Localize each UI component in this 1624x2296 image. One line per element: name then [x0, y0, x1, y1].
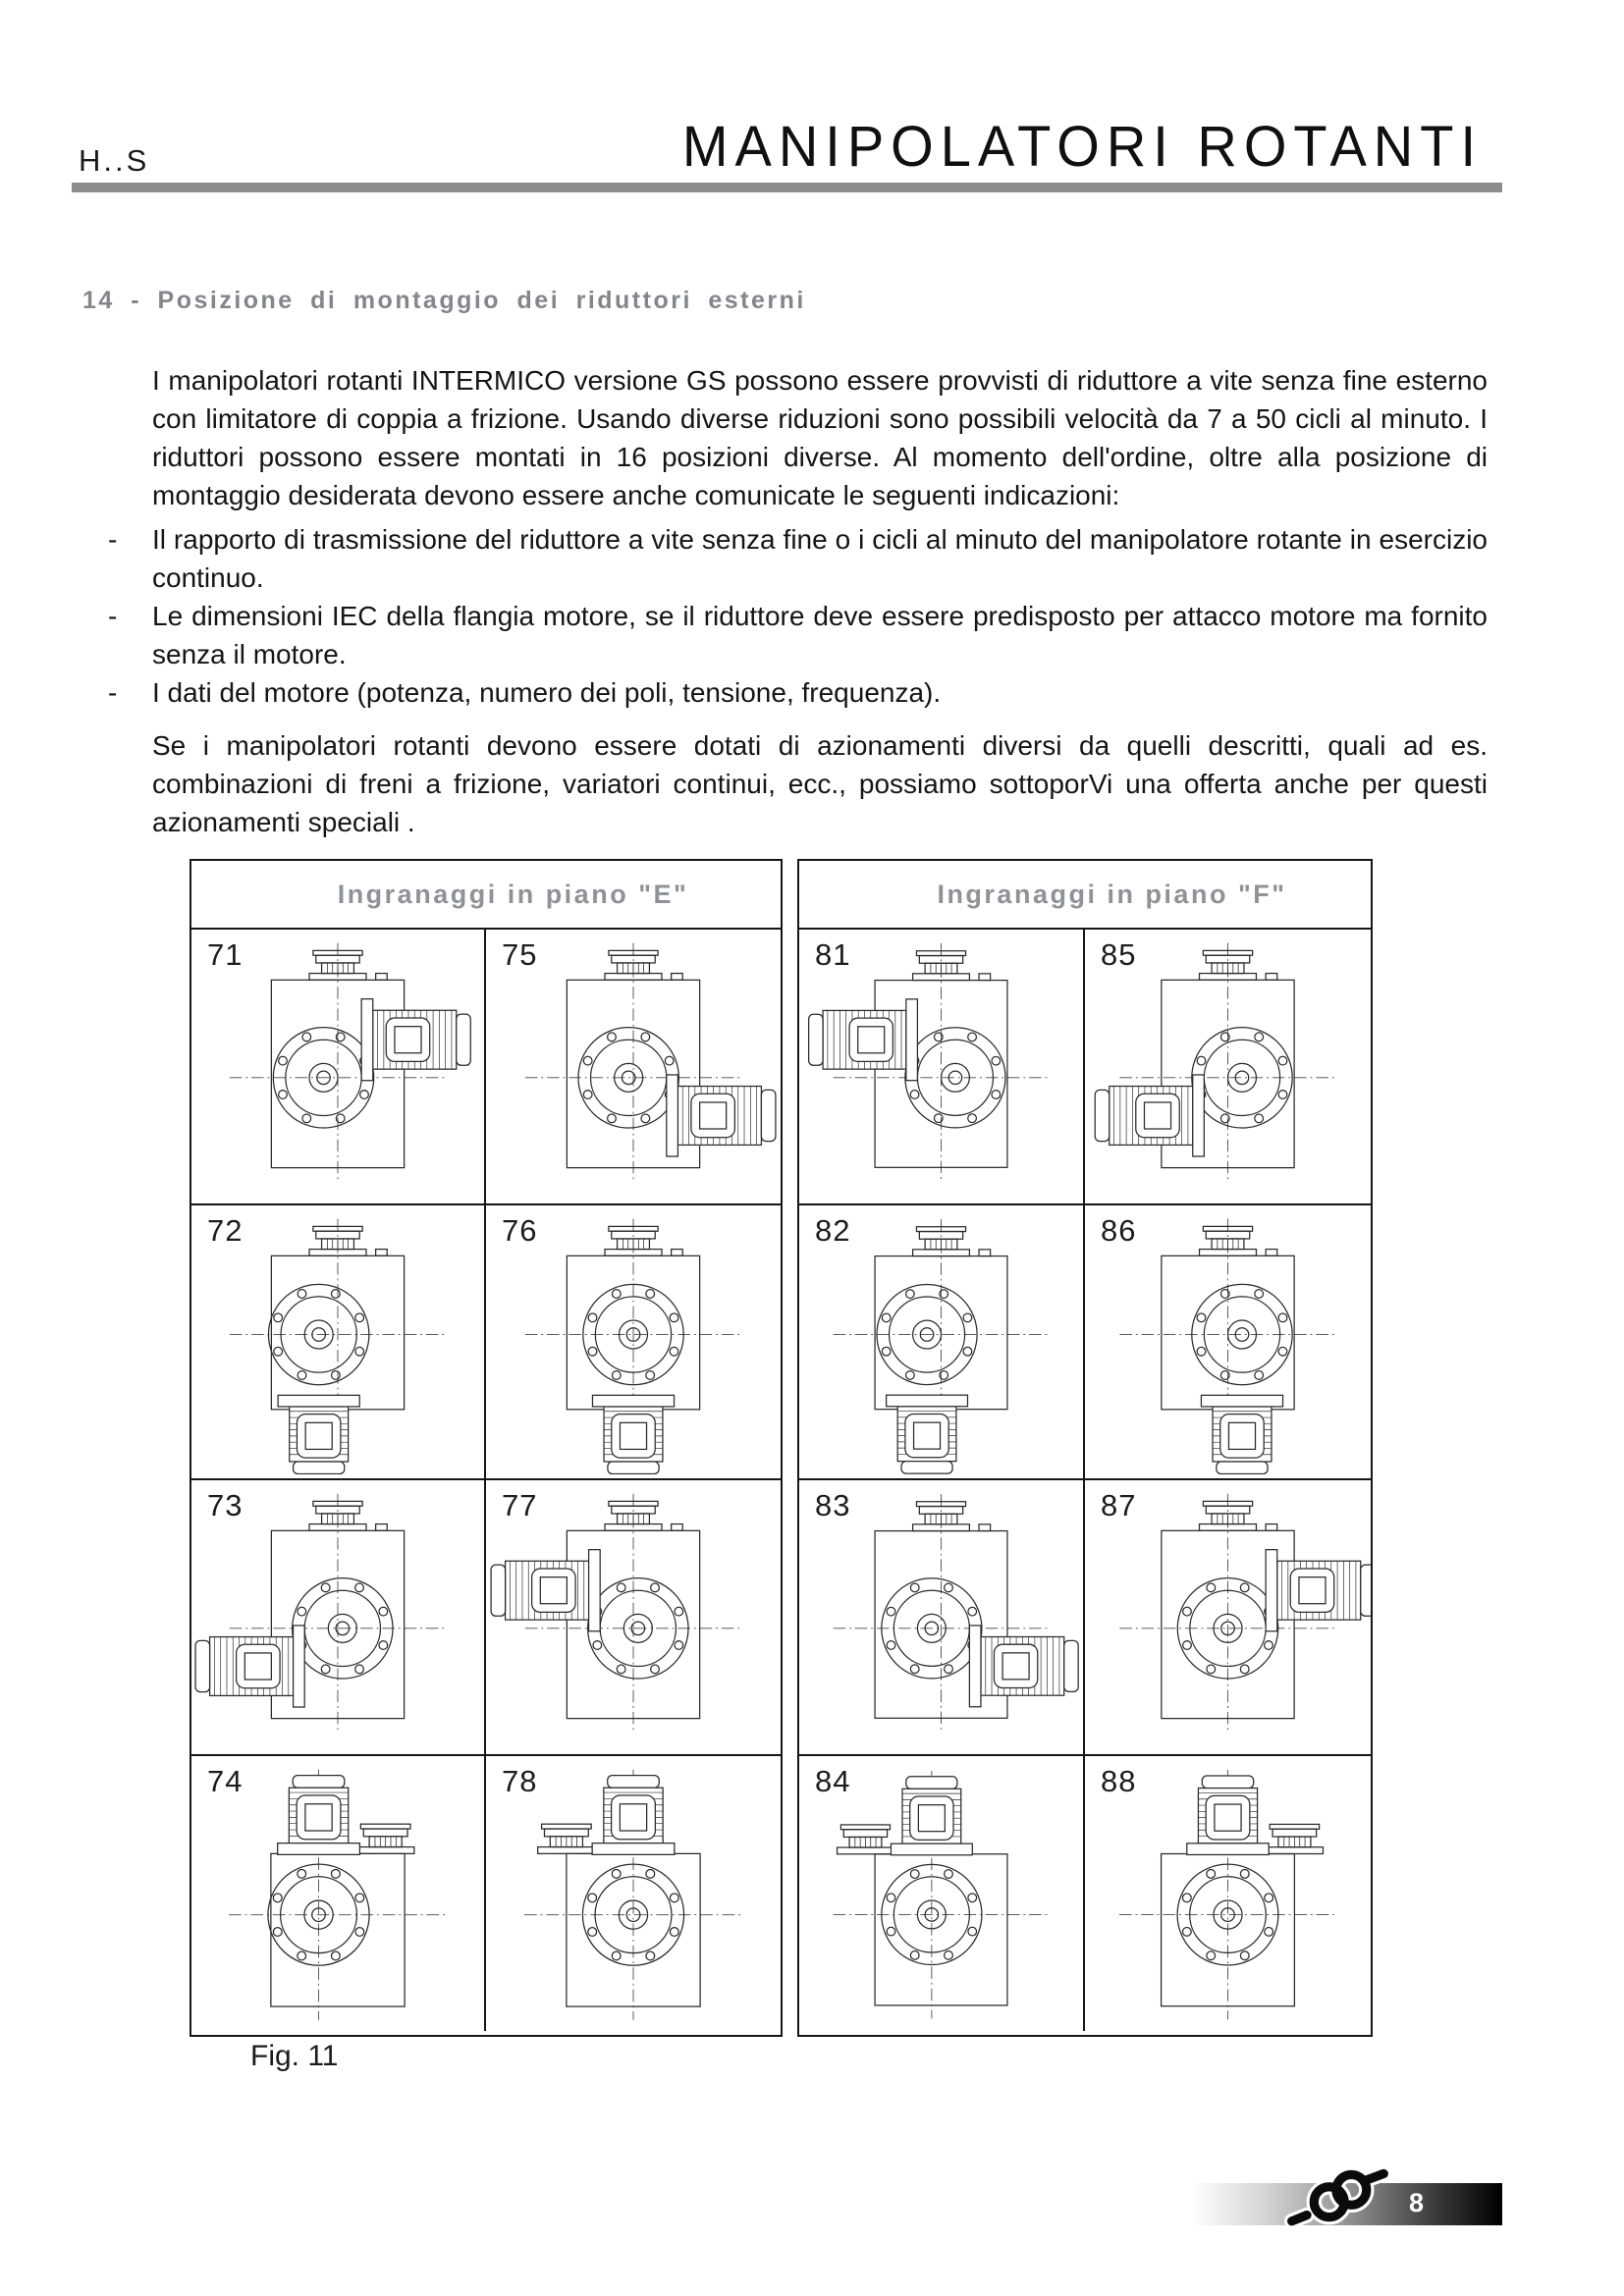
position-number: 77 [502, 1488, 538, 1522]
list-item [108, 673, 1488, 712]
gear-motor-drawing [1085, 1209, 1371, 1475]
position-number: 75 [502, 937, 538, 972]
figure-caption: Fig. 11 [250, 2040, 339, 2072]
bullet-dash: - [108, 524, 118, 555]
gear-motor-drawing [486, 934, 781, 1200]
ribbon-knot-icon [1278, 2160, 1400, 2230]
figure-cell-78 [486, 1756, 781, 2032]
position-number: 82 [815, 1212, 851, 1248]
gear-motor-drawing [1085, 934, 1371, 1200]
position-number: 71 [207, 937, 244, 972]
position-number: 73 [207, 1488, 244, 1522]
figure-cell-75 [486, 930, 781, 1205]
bullet-dash: - [108, 601, 118, 631]
position-number: 87 [1101, 1488, 1137, 1522]
gear-motor-drawing [799, 934, 1083, 1200]
figure-cell-74 [191, 1756, 486, 2032]
page-number: 8 [1409, 2188, 1425, 2217]
gear-motor-drawing [191, 1209, 484, 1475]
series-code: H..S [79, 143, 150, 178]
figure-cell-82 [799, 1205, 1085, 1481]
figure-cell-71 [191, 930, 486, 1205]
position-number: 76 [502, 1212, 538, 1248]
header-rule [72, 183, 1502, 192]
list-item-text: Il rapporto di trasmissione del riduttore a vite senza fine o i cicli al minuto del manipolatore rotante in esercizio continuo. [152, 524, 1488, 593]
figure-table-plane-f [797, 859, 1373, 2037]
figure-table-header: Ingranaggi in piano "E" [191, 861, 781, 930]
figure-cell-81 [799, 930, 1085, 1205]
gear-motor-drawing [1085, 1484, 1371, 1750]
figure-cell-73 [191, 1480, 486, 1756]
list-item [108, 597, 1488, 673]
page-title: MANIPOLATORI ROTANTI [681, 113, 1483, 179]
section-heading: 14 - Posizione di montaggio dei riduttori esterni [82, 287, 806, 314]
intro-text-block [108, 361, 1488, 841]
figure-table-header: Ingranaggi in piano "F" [799, 861, 1371, 930]
gear-motor-drawing [799, 1484, 1083, 1750]
position-number: 74 [207, 1763, 244, 1798]
gear-motor-drawing [486, 1484, 781, 1750]
gear-motor-drawing [191, 1484, 484, 1750]
intro-paragraph-2: Se i manipolatori rotanti devono essere dotati di azionamenti diversi da quelli descritti, quali ad es. combinazioni di freni a frizione, variatori continui, ecc., possiamo sottoporVi una offerta anche per questi azionamenti speciali . [152, 730, 1488, 837]
figure-cell-77 [486, 1480, 781, 1756]
gear-motor-drawing [486, 1760, 781, 2028]
position-number: 72 [207, 1212, 244, 1248]
figure-cell-87 [1085, 1480, 1371, 1756]
figure-table-plane-e [189, 859, 783, 2037]
gear-motor-drawing [191, 1760, 484, 2028]
figure-cell-88 [1085, 1756, 1371, 2032]
gear-motor-drawing [191, 934, 484, 1200]
figure-cell-72 [191, 1205, 486, 1481]
position-number: 81 [815, 937, 851, 972]
position-number: 84 [815, 1763, 851, 1798]
requirements-list [108, 520, 1488, 712]
position-number: 78 [502, 1763, 538, 1798]
figure-cell-86 [1085, 1205, 1371, 1481]
intro-paragraph-1: I manipolatori rotanti INTERMICO versione GS possono essere provvisti di riduttore a vite senza fine esterno con limitatore di coppia a frizione. Usando diverse riduzioni sono possibili velocità da 7 a 50 cicli al minuto. I riduttori possono essere montati in 16 posizioni diverse. Al momento dell'ordine, oltre alla posizione di montaggio desiderata devono essere anche comunicate le seguenti indicazioni: [152, 365, 1488, 510]
figure-cell-76 [486, 1205, 781, 1481]
list-item-text: I dati del motore (potenza, numero dei poli, tensione, frequenza). [152, 677, 942, 708]
figure-cell-84 [799, 1756, 1085, 2032]
bullet-dash: - [108, 677, 118, 708]
gear-motor-drawing [486, 1209, 781, 1475]
gear-motor-drawing [1085, 1760, 1371, 2028]
figure-cell-83 [799, 1480, 1085, 1756]
position-number: 86 [1101, 1212, 1137, 1248]
list-item [108, 520, 1488, 597]
position-number: 83 [815, 1488, 851, 1522]
figure-cell-85 [1085, 930, 1371, 1205]
list-item-text: Le dimensioni IEC della flangia motore, se il riduttore deve essere predisposto per attacco motore ma fornito senza il motore. [152, 601, 1488, 669]
position-number: 88 [1101, 1763, 1137, 1798]
gear-motor-drawing [799, 1760, 1083, 2028]
position-number: 85 [1101, 937, 1137, 972]
gear-motor-drawing [799, 1209, 1083, 1475]
